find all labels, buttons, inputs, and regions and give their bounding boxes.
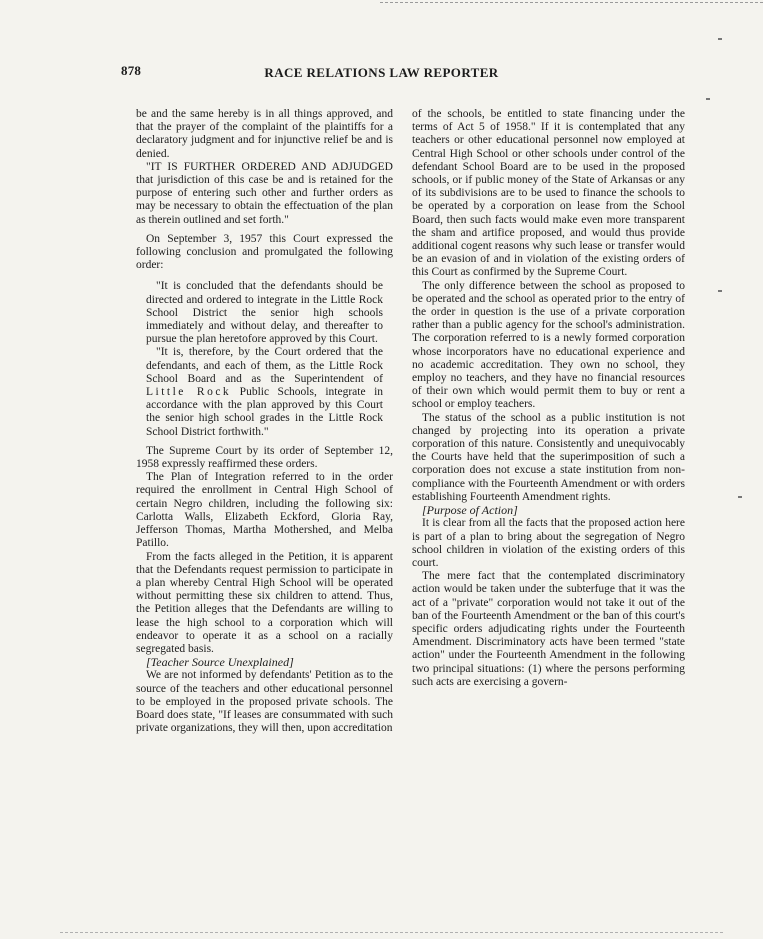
paragraph: It is clear from all the facts that the proposed action here is part of a plan to bring about the segregation of Negro school children in violation of the existing orders of this court.	[412, 517, 685, 569]
paragraph: We are not informed by defendants' Petition as to the source of the teachers and other educational personnel to be employed in the proposed private schools. The Board does state, "If leases are consummated with such private organizations, they will then, upon accreditation	[136, 669, 393, 735]
paragraph: The Supreme Court by its order of September 12, 1958 expressly reaffirmed these orders.	[136, 444, 393, 471]
scan-speck	[706, 98, 710, 100]
left-column	[136, 108, 393, 735]
paragraph: The Plan of Integration referred to in the order required the enrollment in Central High School of certain Negro children, including the following six: Carlotta Walls, Elizabeth Eckford, Gloria Ray, Jefferson Thomas, Martha Mothershed, and Melba Patillo.	[136, 471, 393, 550]
paragraph: The mere fact that the contemplated discriminatory action would be taken under the subterfuge that it was the act of a "private" corporation would not take it out of the ban of the Fourteenth Amendment or the ban of this court's specific orders adjudicating rights under the Fourteenth Amendment. Discriminatory acts have been termed "state action" under the Fourteenth Amendment in the following two principal situations: (1) where the persons performing such acts are exercising a govern-	[412, 570, 685, 688]
running-title: RACE RELATIONS LAW REPORTER	[264, 65, 499, 80]
paragraph: of the schools, be entitled to state financing under the terms of Act 5 of 1958." If it is contemplated that any teachers or other educational personnel now employed at Central High School or other schools under control of the defendant School Board are to be used in the proposed schools, or if public money of the State of Arkansas or any of its subdivisions are to be used to finance the schools to be operated by a corporation on lease from the School Board, then such facts would make even more transparent the sham and artifice proposed, and would thus provide additional cogent reasons why such lease or transfer would be an evasion of and in violation of the existing orders of this Court as confirmed by the Supreme Court.	[412, 108, 685, 279]
paragraph: "IT IS FURTHER ORDERED AND ADJUDGED that jurisdiction of this case be and is retained for the purpose of entering such other and further orders as may be necessary to obtain the effectuation of the plan as therein outlined and set forth."	[136, 160, 393, 226]
paragraph: On September 3, 1957 this Court expressed the following conclusion and promulgated the following order:	[136, 232, 393, 272]
scan-edge-top	[380, 2, 763, 3]
scan-speck	[738, 496, 742, 498]
paragraph: The only difference between the school as proposed to be operated and the school as operated prior to the entry of the order in question is the use of a private corporation rather than a public agency for the school's administration. The corporation referred to is a newly formed corporation whose incorporators have no educational experience and no academic accreditation. They own no school, they employ no teachers, and they have no financial resources of their own which would permit them to buy or rent a school or employ teachers.	[412, 279, 685, 411]
scan-speck	[718, 290, 722, 292]
section-heading: [Purpose of Action]	[422, 503, 518, 518]
scan-edge-bottom	[60, 932, 723, 933]
section-heading: [Teacher Source Unexplained]	[146, 655, 294, 670]
block-quote	[146, 280, 383, 438]
quote-paragraph: "It is, therefore, by the Court ordered that the defendants, and each of them, as the Little Rock School Board and as the Superintendent of Little Rock Public Schools, integrate in accordance with the plan approved by this Court the senior high school grades in the Little Rock School District forthwith."	[146, 346, 384, 438]
scan-speck	[718, 38, 722, 40]
paragraph: From the facts alleged in the Petition, it is apparent that the Defendants request permission to participate in a plan whereby Central High School will be operated without permitting these six children to attend. Thus, the Petition alleges that the Defendants are willing to lease the high school to a corporation which will endeavor to operate it as a school on a racially segregated basis.	[136, 550, 393, 655]
paragraph: The status of the school as a public institution is not changed by projecting into its operation a private corporation of this nature. Consistently and unequivocably the Courts have held that the superimposition of such a corporation does not excuse a state institution from non-compliance with the Fourteenth Amendment or with orders establishing Fourteenth Amendment rights.	[412, 411, 685, 503]
page-number: 878	[121, 63, 142, 78]
quote-paragraph: "It is concluded that the defendants should be directed and ordered to integrate in the Little Rock School District the senior high schools immediately and without delay, and thereafter to pursue the plan heretofore approved by this Court.	[146, 280, 383, 346]
paragraph: be and the same hereby is in all things approved, and that the prayer of the complaint of the plaintiffs for a declaratory judgment and for injunctive relief be and is denied.	[136, 108, 393, 160]
right-column	[412, 108, 685, 689]
